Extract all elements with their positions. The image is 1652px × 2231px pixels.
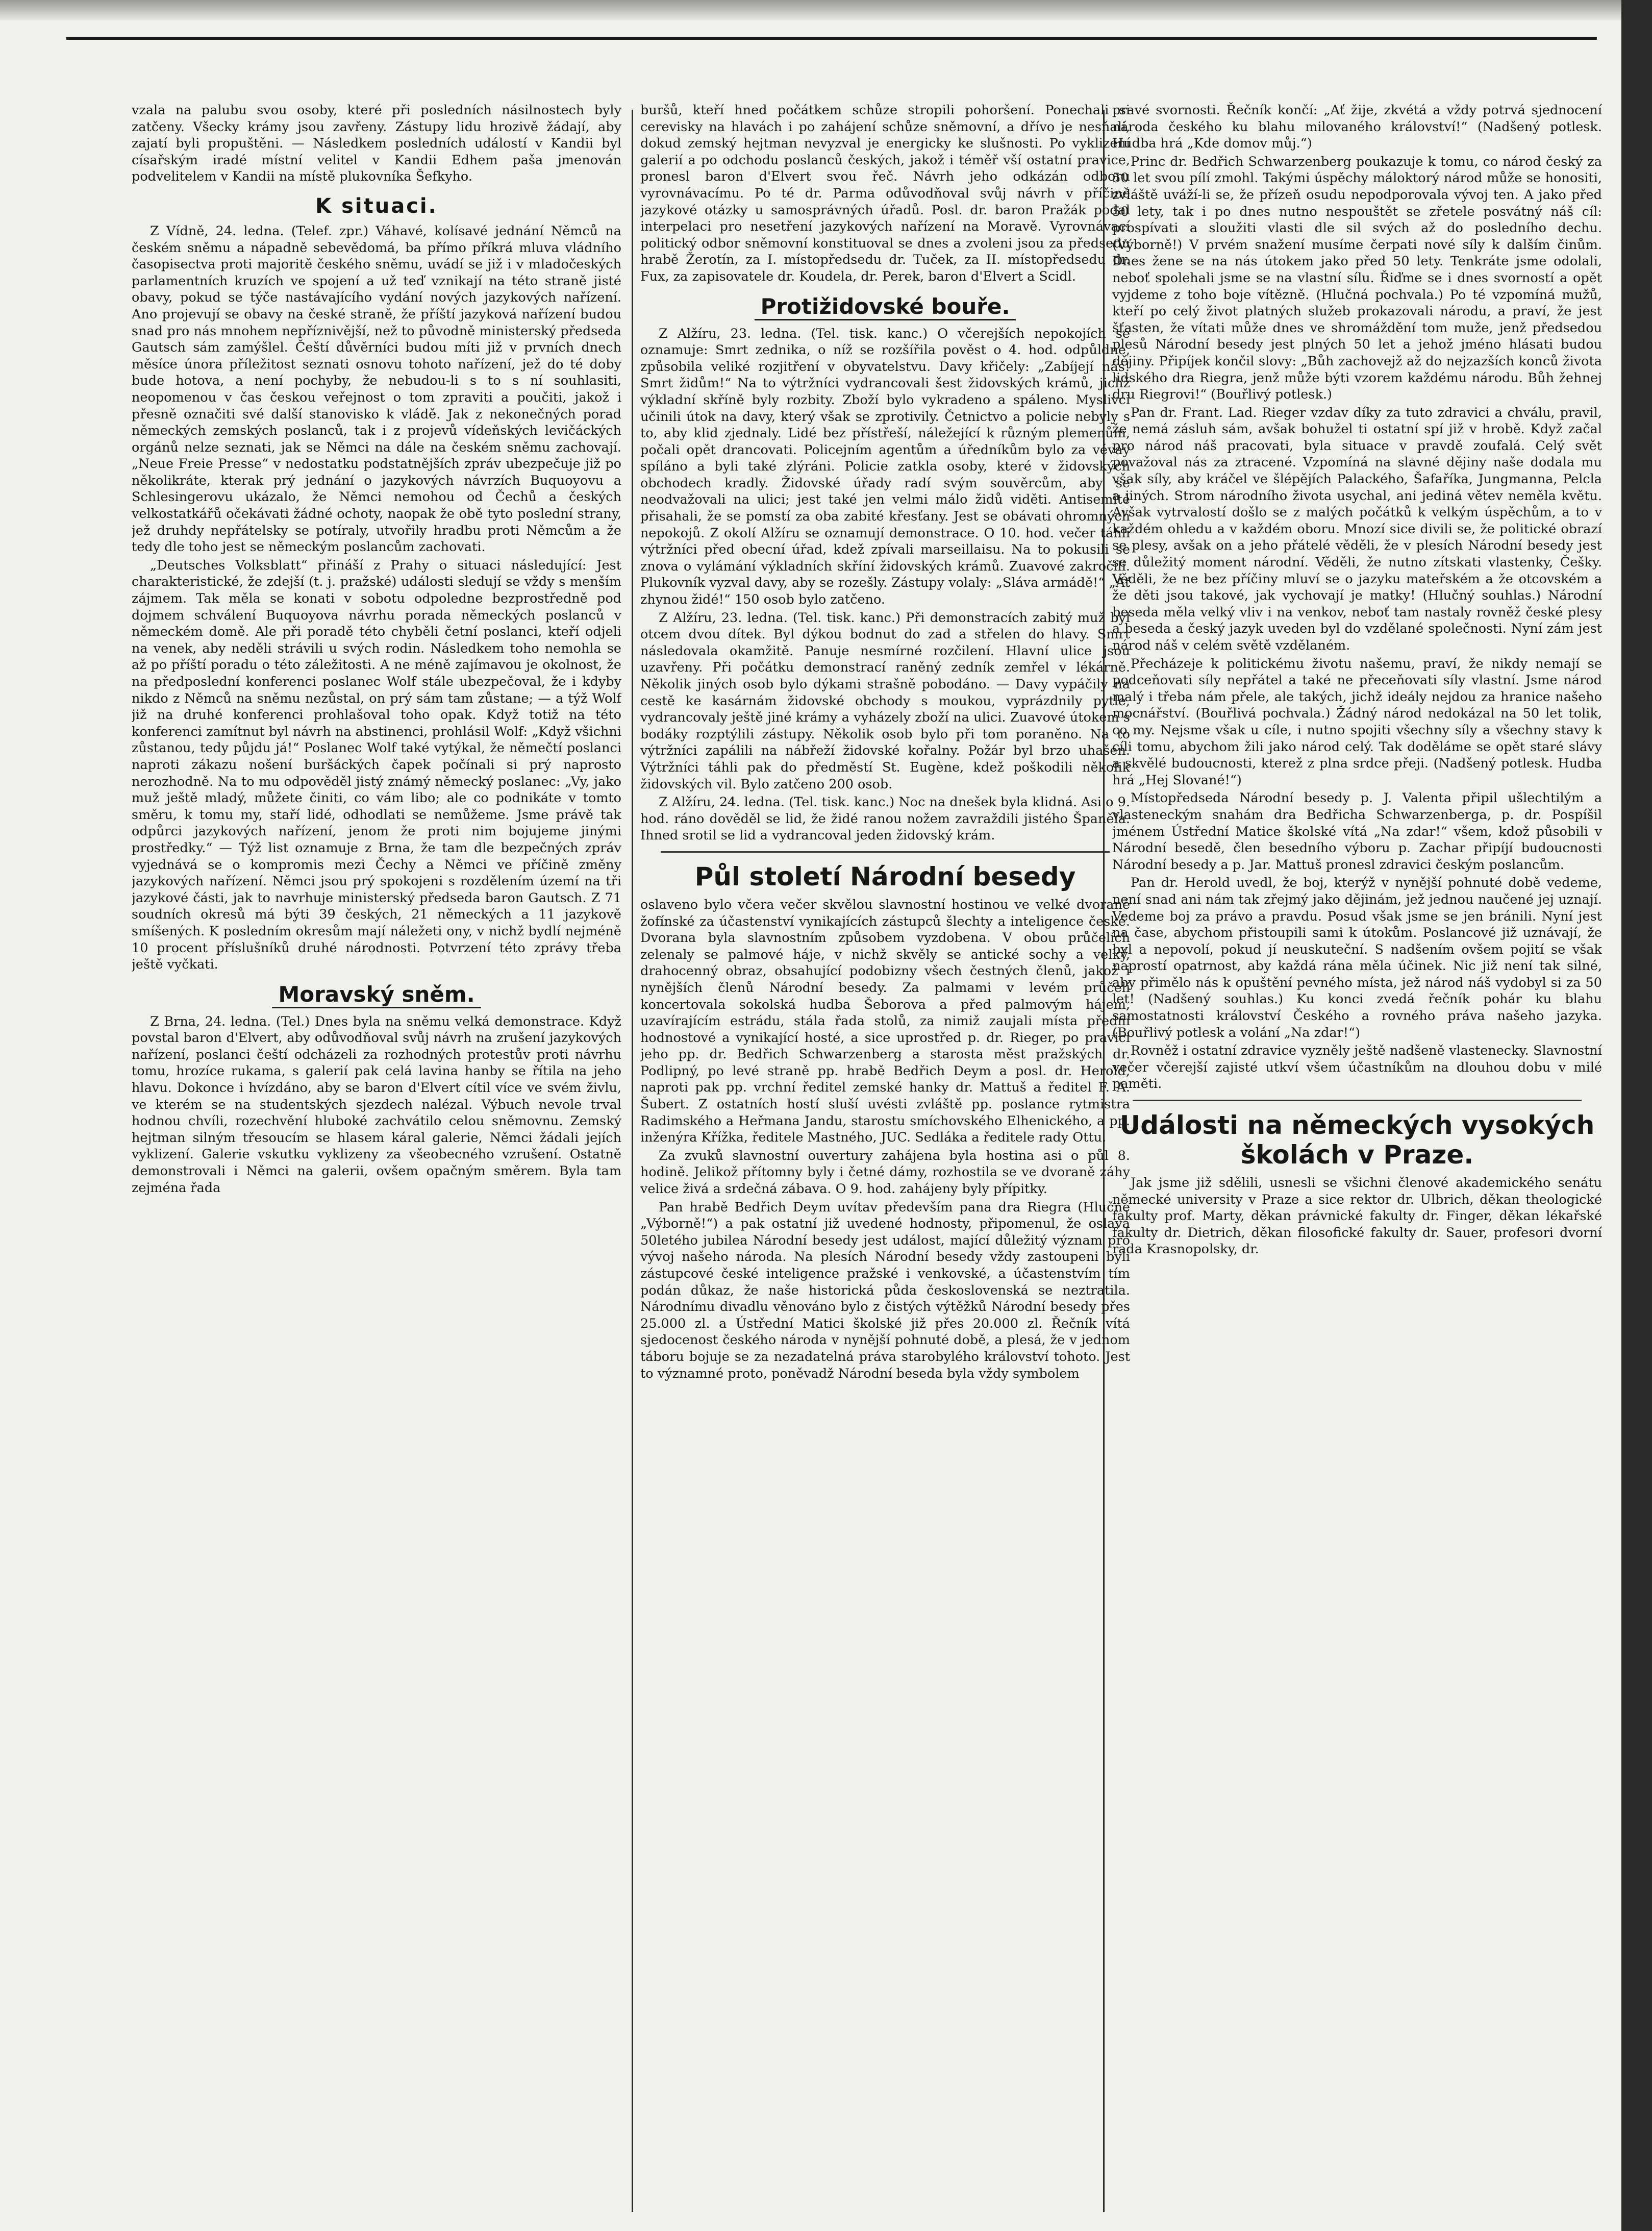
scan-top-edge bbox=[0, 0, 1652, 20]
article-paragraph: Místopředseda Národní besedy p. J. Valenta připil ušlechtilým a vlasteneckým snahám dra Bedřicha Schwarzenberga, p. dr. Pospíšil jménem Ústřední Matice školské vítá „Na zdar!“ všem, kdož působili v Národní besedě, člen besedního výboru p. Zachar připíjí budoucnosti Národní besedy a p. Jar. Mattuš pronesl zdravici českým poslancům. bbox=[1112, 790, 1602, 873]
article-paragraph: pravé svornosti. Řečník končí: „Ať žije, zkvétá a vždy potrvá sjednocení národa českého ku blahu milovaného království!“ (Nadšený potlesk. Hudba hrá „Kde domov můj.“) bbox=[1112, 103, 1602, 152]
section-divider bbox=[1133, 1100, 1582, 1101]
section-heading: Půl století Národní besedy bbox=[694, 861, 1076, 891]
column-rule-1 bbox=[632, 110, 633, 2212]
section-heading: K situaci. bbox=[315, 194, 438, 218]
article-paragraph: vzala na palubu svou osoby, které při posledních násilnostech byly zatčeny. Všecky krámy jsou zavřeny. Zástupy lidu hrozivě žádají, aby zajatí byli propuštěni. — Následkem posledních událostí v Kandii byl císařským iradé místní velitel v Kandii Edhem paša jmenován podvelitelem v Kandii na místě plukovníka Šefkyho. bbox=[132, 103, 621, 185]
column-2 bbox=[640, 102, 1130, 2211]
article-paragraph: Jak jsme již sdělili, usnesli se všichni členové akademického senátu německé university v Praze a sice rektor dr. Ulbrich, děkan theologické fakulty prof. Marty, děkan právnické fakulty dr. Finger, děkan lékařské fakulty dr. Dietrich, děkan filosofické fakulty dr. Sauer, profesori dvorní rada Krasnopolsky, dr. bbox=[1112, 1175, 1602, 1257]
article-paragraph: Přecházeje k politickému životu našemu, praví, že nikdy nemají se podceňovati síly nepřátel a také ne přeceňovati síly vlastní. Jsme národ malý i třeba nám přele, ale takých, jichž ideály nejdou za hranice našeho mocnářství. (Bouřlivá pochvala.) Žádný národ nedokázal na 50 let tolik, co my. Nejsme však u cíle, i nutno spojiti všechny síly a všechny stavy k cíli tomu, abychom žili jako národ celý. Tak doděláme se opět staré slávy a skvělé budoucnosti, kterež z plna srdce přeji. (Nadšený potlesk. Hudba hrá „Hej Slované!“) bbox=[1112, 656, 1602, 788]
section-heading: Události na německých vysokých školách v Praze. bbox=[1119, 1110, 1595, 1170]
section-heading-text: Protižidovské bouře. bbox=[755, 294, 1016, 320]
article-paragraph: Z Alžíru, 23. ledna. (Tel. tisk. kanc.) Při demonstracích zabitý muž byl otcem dvou dítek. Byl dýkou bodnut do zad a střelen do hlavy. Smrt následovala okamžitě. Panuje nesmírné rozčilení. Hlavní ulice jsou uzavřeny. Při počátku demonstrací raněný zedník zemřel v lékárně. Několik jiných osob bylo dýkami strašně pobodáno. — Davy vypáčily na cestě ke kasárnám židovské obchody s moukou, vyprázdnily pytle, vydrancovaly ještě jiné krámy a vyházely zboží na ulici. Zuavové útokem s bodáky rozptýlili zástupy. Několik osob bylo při tom poraněno. Na to výtržníci zapálili na nábřeží židovské kořalny. Požár byl brzo uhašen. Výtržníci táhli pak do předměstí St. Eugène, kdež poškodili několik židovských vil. Bylo zatčeno 200 osob. bbox=[640, 610, 1130, 792]
top-rule bbox=[66, 37, 1597, 40]
section-heading bbox=[640, 294, 1130, 320]
section-heading bbox=[132, 982, 621, 1008]
article-paragraph: Z Alžíru, 24. ledna. (Tel. tisk. kanc.) Noc na dnešek byla klidná. Asi o 9. hod. ráno dověděl se lid, že židé ranou nožem zavraždili jistého Španěla. Ihned srotil se lid a vydrancoval jeden židovský krám. bbox=[640, 795, 1130, 844]
article-paragraph: Z Brna, 24. ledna. (Tel.) Dnes byla na sněmu velká demonstrace. Když povstal baron d'Elvert, aby odůvodňoval svůj návrh na zrušení jazykových nařízení, poslanci čeští odcházeli za rozhodných protestův proti návrhu tomu, hrozíce rukama, s galerií pak celá lavina hanby se řítila na jeho hlavu. Dokonce i hvízdáno, aby se baron d'Elvert cítil více ve svém živlu, ve kterém se na studentských sjezdech nalézal. Výbuch nevole trval hodnou chvíli, rozechvění hluboké zachvátilo celou sněmovnu. Zemský hejtman silným třesoucím se hlasem káral galerie, Němci žádali jejích vyklizení. Galerie vskutku vyklizeny za všeobecného vzrušení. Ostatně demonstrovali i Němci na galerii, ovšem opačným směrem. Byla tam zejména řada bbox=[132, 1013, 621, 1196]
section-heading-text: Moravský sněm. bbox=[272, 982, 481, 1008]
article-paragraph: Pan dr. Herold uvedl, že boj, kterýž v nynější pohnuté době vedeme, není snad ani nám tak zřejmý jako dějinám, jež jednou naučené jej uznají. Vedeme boj za právo a pravdu. Posud však jsme se jen bránili. Nyní jest na čase, abychom přistoupili sami k útokům. Poslancové již uznávají, že byl a nepovolí, pokud jí neuskuteční. S nadšením ovšem pojití se však naprostí opatrnost, aby každá rána měla účinek. Nic již není tak silné, aby přimělo nás k opuštění pevného místa, jež národ náš vydobyl si za 50 let! (Nadšený souhlas.) Ku konci zvedá řečník pohár ku blahu samostatnosti království Českého a rovného práva našeho jazyka. (Bouřlivý potlesk a volání „Na zdar!“) bbox=[1112, 875, 1602, 1040]
article-paragraph: Princ dr. Bedřich Schwarzenberg poukazuje k tomu, co národ český za 50 let svou pílí zmohl. Takými úspěchy máloktorý národ může se honositi, zvláště uváží-li se, že přízeň osudu nepodporovala vývoj ten. A jako před 50 lety, tak i po dnes nutno nespouštět se zřetele posvátný náš cíl: prospívati a sloužiti vlasti dle sil svých až do posledního dechu. (Výborně!) V prvém snažení musíme čerpati nové síly k dalším činům. Dnes žene se na nás útokem jako před 50 lety. Tenkráte jsme odolali, neboť spolehali jsme se na vlastní sílu. Řiďme se i dnes svorností a opět vyjdeme z toho boje vítězně. (Hlučná pochvala.) Po té vzpomíná mužů, kteří po celý život platných služeb prokazovali národu, a praví, že jest šťasten, že vítati může dnes ve shromáždění tom muže, jenž předsedou plesů Národní besedy jest plných 50 let a jehož jméno hlásati budou dějiny. Připíjek končil slovy: „Bůh zachovejž až do nejzazších konců života lidského dra Riegra, jenž může býti vzorem každému národu. Bůh žehnej dru Riegrovi!“ (Bouřlivý potlesk.) bbox=[1112, 154, 1602, 403]
article-paragraph: oslaveno bylo včera večer skvělou slavnostní hostinou ve velké dvoraně žofínské za účastenství vynikajících zástupců šlechty a inteligence české. Dvorana byla slavnostním způsobem vyzdobena. V obou průčelích zelenaly se palmové háje, v nichž skvěly se antické sochy a velký, drahocenný obraz, obsahující podobizny všech čestných členů, jakož i nynějších členů Národní besedy. Za palmami v levém průčelí koncertovala sokolská hudba Šeborova a před palmovým hájem, uzavírajícím estrádu, stála řada stolů, za nimiž zaujali místa přední hodnostové a vynikající hosté, a sice uprostřed p. dr. Rieger, po pravici jeho pp. dr. Bedřich Schwarzenberg a starosta měst pražských dr. Podlipný, po levé straně pp. hrabě Bedřich Deym a posl. dr. Herold, naproti pak pp. vrchní ředitel zemské hanky dr. Mattuš a ředitel F. A. Šubert. Z ostatních hostí sluší uvésti zvláště pp. poslance rytmistra Radimského a Heřmana Jandu, starostu smíchovského Elhenického, a pp. inženýra Křížka, ředitele Mastného, JUC. Sedláka a ředitele rady Ottu. bbox=[640, 897, 1130, 1146]
column-3 bbox=[1112, 102, 1602, 2211]
article-paragraph: Rovněž i ostatní zdravice vyzněly ještě nadšeně vlastenecky. Slavnostní večer včerejší zajisté utkví všem účastníkům na dlouhou dobu v milé paměti. bbox=[1112, 1043, 1602, 1092]
scan-right-edge bbox=[1621, 0, 1652, 2231]
section-divider bbox=[661, 851, 1110, 853]
article-paragraph: Z Vídně, 24. ledna. (Telef. zpr.) Váhavé, kolísavé jednání Němců na českém sněmu a nápadně sebevědomá, ba přímo příkrá mluva vládního časopisectva proti majoritě českého sněmu, uvádí se již i v mladočeských parlamentních kruzích ve spojení a už teď vznikají na této straně jisté obavy, pokud se týče nastávajícího vydání nových jazykových nařízení. Ano projevují se obavy na české straně, že příští jazyková nařízení budou snad pro nás mnohem nepříznivější, než to původně ministerský předseda Gautsch sám zamýšlel. Čeští důvěrníci budou míti již v prvních dnech měsíce února příležitost seznati osnovu tohoto nařízení, jež do té doby bude hotova, a není pochyby, že nebudou-li s to s ní souhlasiti, neopomenou v čas českou veřejnost o tom zpraviti a poučiti, jakož i přesně označiti své další stanovisko k vládě. Jak z nekonečných porad německých zemských poslanců, tak i z projevů vídeňských levičáckých orgánů nelze seznati, jak se Němci na dále na českém sněmu zachovají. „Neue Freie Presse“ v nedostatku podstatnějších zpráv ubezpečuje již po několikráte, kterak prý jednání o jazykových návrzích Buquoyovu a Schlesingerovu ukázalo, že Němci nemohou od Čechů a českých velkostatkářů očekávati žádné ochoty, naopak že obě tyto poslední strany, jež druhdy nepřátelsky se potíraly, utvořily hradbu proti Němcům a že tedy dle toho jest se německým poslancům zachovati. bbox=[132, 223, 621, 555]
article-paragraph: buršů, kteří hned počátkem schůze stropili pohoršení. Ponechali si cerevisky na hlavách i po zahájení schůze sněmovní, a dřívo je nesňali, dokud zemský hejtman nevyzval je energicky ke slušnosti. Po vyklizení galerií a po odchodu poslanců českých, jakož i téměř vší ostatní pravice, pronesl baron d'Elvert svou řeč. Návrh jeho odkázán odboru vyrovnávacímu. Po té dr. Parma odůvodňoval svůj návrh v příčině jazykové otázky u samosprávných úřadů. Posl. dr. baron Pražák podal interpelaci pro nesetření jazykových nařízení na Moravě. Vyrovnávací politický odbor sněmovní konstituoval se dnes a zvoleni jsou za předsedu hrabě Žerotín, za I. místopředsedu dr. Tuček, za II. místopředsedu dr. Fux, za zapisovatele dr. Koudela, dr. Perek, baron d'Elvert a Scidl. bbox=[640, 103, 1130, 284]
article-paragraph: Pan dr. Frant. Lad. Rieger vzdav díky za tuto zdravici a chválu, pravil, že nemá zásluh sám, avšak bohužel ti ostatní spí již v hrobě. Když začal pro národ náš pracovati, byla situace v pravdě zoufalá. Celý svět považoval nás za ztracené. Vzpomíná na slavné dějiny naše dodala mu však síly, aby kráčel ve šlépějích Palackého, Šafaříka, Jungmanna, Pelcla a jiných. Strom národního života usychal, ani jediná větev neměla květu. Avšak vytrvalostí došlo se z malých počátků k velkým úspěchům, a to v každém ohledu a v každém oboru. Mnozí sice divili se, že politické obrazí se plesy, avšak on a jeho přátelé věděli, že v plesích Národní besedy jest se důležitý moment národní. Věděli, že nutno zítskati vlastenky, Češky. Věděli, že ne bez příčiny mluví se o jazyku mateřském a že otcovském a že děti jsou takové, jak vychovají je matky! (Hlučný souhlas.) Národní beseda měla velký vliv i na venkov, neboť tam nastaly rovněž české plesy a beseda a český jazyk uveden byl do vzdělané společnosti. Nyní zám jest národ náš v celém světě vzdělaném. bbox=[1112, 405, 1602, 653]
article-paragraph: Za zvuků slavnostní ouvertury zahájena byla hostina asi o půl 8. hodině. Jelikož přítomny byly i četné dámy, rozhostila se ve dvoraně záhy velice živá a srdečná zábava. O 9. hod. zahájeny byly přípitky. bbox=[640, 1148, 1130, 1197]
article-paragraph: Pan hrabě Bedřich Deym uvítav především pana dra Riegra (Hlučné „Výborně!“) a pak ostatní již uvedené hodnosty, připomenul, že oslava 50letého jubilea Národní besedy jest událost, mající důležitý význam pro vývoj našeho národa. Na plesích Národní besedy vždy zastoupeni byli zástupcové české inteligence pražské i venkovské, a účastenstvím tím podán důkaz, že naše historická půda československá se neztratila. Národnímu divadlu věnováno bylo z čistých výtěžků Národní besedy přes 25.000 zl. a Ústřední Matici školské již přes 20.000 zl. Řečník vítá sjedocenost českého národa v nynější pohnuté době, a plesá, že v jednom táboru bojuje se za nezadatelná práva starobylého království tohoto. Jest to významné proto, poněvadž Národní beseda byla vždy symbolem bbox=[640, 1199, 1130, 1381]
article-paragraph: „Deutsches Volksblatt“ přináší z Prahy o situaci následující: Jest charakteristické, že zdejší (t. j. pražské) události sledují se vždy s menším zájmem. Tak měla se konati v sobotu odpoledne bezprostředně pod dojmem schválení Buquoyova návrhu porada německých poslanců v německém domě. Ale při poradě této chyběli četní poslanci, kteří odjeli na venek, aby neděli strávili u svých rodin. Následkem toho nemohla se až po příští poradu o této záležitosti. A ne méně zajímavou je okolnost, že na předposlední konferenci poslanec Wolf stále ubezpečoval, že i kdyby nikdo z Němců na sněmu nezůstal, on prý sám tam zůstane; — a týž Wolf již na druhé konferenci prohlašoval toho opak. Když totiž na této konferenci zamítnut byl návrh na abstinenci, prohlásil Wolf: „Když všichni zůstanou, tedy půjdu já!“ Poslanec Wolf také vytýkal, že němečtí poslanci naproti zákazu nošení buršáckých čapek počínali si prý naprosto nerozhodně. Na to mu odpověděl jistý známý německý poslanec: „Vy, jako muž ještě mladý, můžete činiti, co vám libo; ale co podnikáte v tomto směru, k tomu my, staří lidé, odhodlati se nemůžeme. Jsme právě tak odpůrci jazykových nařízení, jenom že proti nim bojujeme jinými prostředky.“ — Týž list oznamuje z Brna, že tam dle bezpečných zpráv vyjednává se o kompromis mezi Čechy a Němci ve příčině změny jazykových nařízení. Němci jsou prý spokojeni s rozdělením území na tři jazykové části, jak to navrhuje ministerský předseda baron Gautsch. Z 71 soudních okresů má býti 39 českých, 21 německých a 11 jazykově smíšených. K posledním okresům mají náležeti ony, v nichž bydlí nejméně 10 procent příslušníků druhé národnosti. Potvrzení této zprávy třeba ještě vyčkati. bbox=[132, 557, 621, 973]
article-paragraph: Z Alžíru, 23. ledna. (Tel. tisk. kanc.) O včerejších nepokojích se oznamuje: Smrt zednika, o níž se rozšířila pověst o 4. hod. odpůldne, způsobila veliké rozjitření v obyvatelstvu. Davy křičely: „Zabíjejí nás! Smrt židům!“ Na to výtržníci vydrancovali šest židovských krámů, jichž výkladní skříně byly rozbity. Zboží bylo vykradeno a spáleno. Myslivci učinili útok na davy, který však se zprotivily. Četnictvo a policie nebyly s to, aby klid zjednaly. Lidé bez přístřeší, náležející k různým plemenům, počali opět drancovati. Policejním agentům a úředníkům bylo za vévay spíláno a byli také zlýráni. Policie zatkla osoby, které v židovských obchodech kradly. Židovské úřady radí svým souvěrcům, aby se neodvažovali na ulici; jest také jen velmi málo židů viděti. Antisemité přisahali, že se pomstí za oba zabité křesťany. Jest se obávati ohromných nepokojů. Z okolí Alžíru se oznamují demonstrace. O 10. hod. večer táhli výtržníci před obecní úřad, kdež zpívali marseillaisu. Na to pokusili se znova o vylámání výkladních skříní židovských krámů. Zuavové zakročili. Plukovník vyzval davy, aby se rozešly. Zástupy volaly: „Sláva armádě!“ „Ať zhynou židé!“ 150 osob bylo zatčeno. bbox=[640, 326, 1130, 608]
column-1 bbox=[132, 102, 621, 2211]
